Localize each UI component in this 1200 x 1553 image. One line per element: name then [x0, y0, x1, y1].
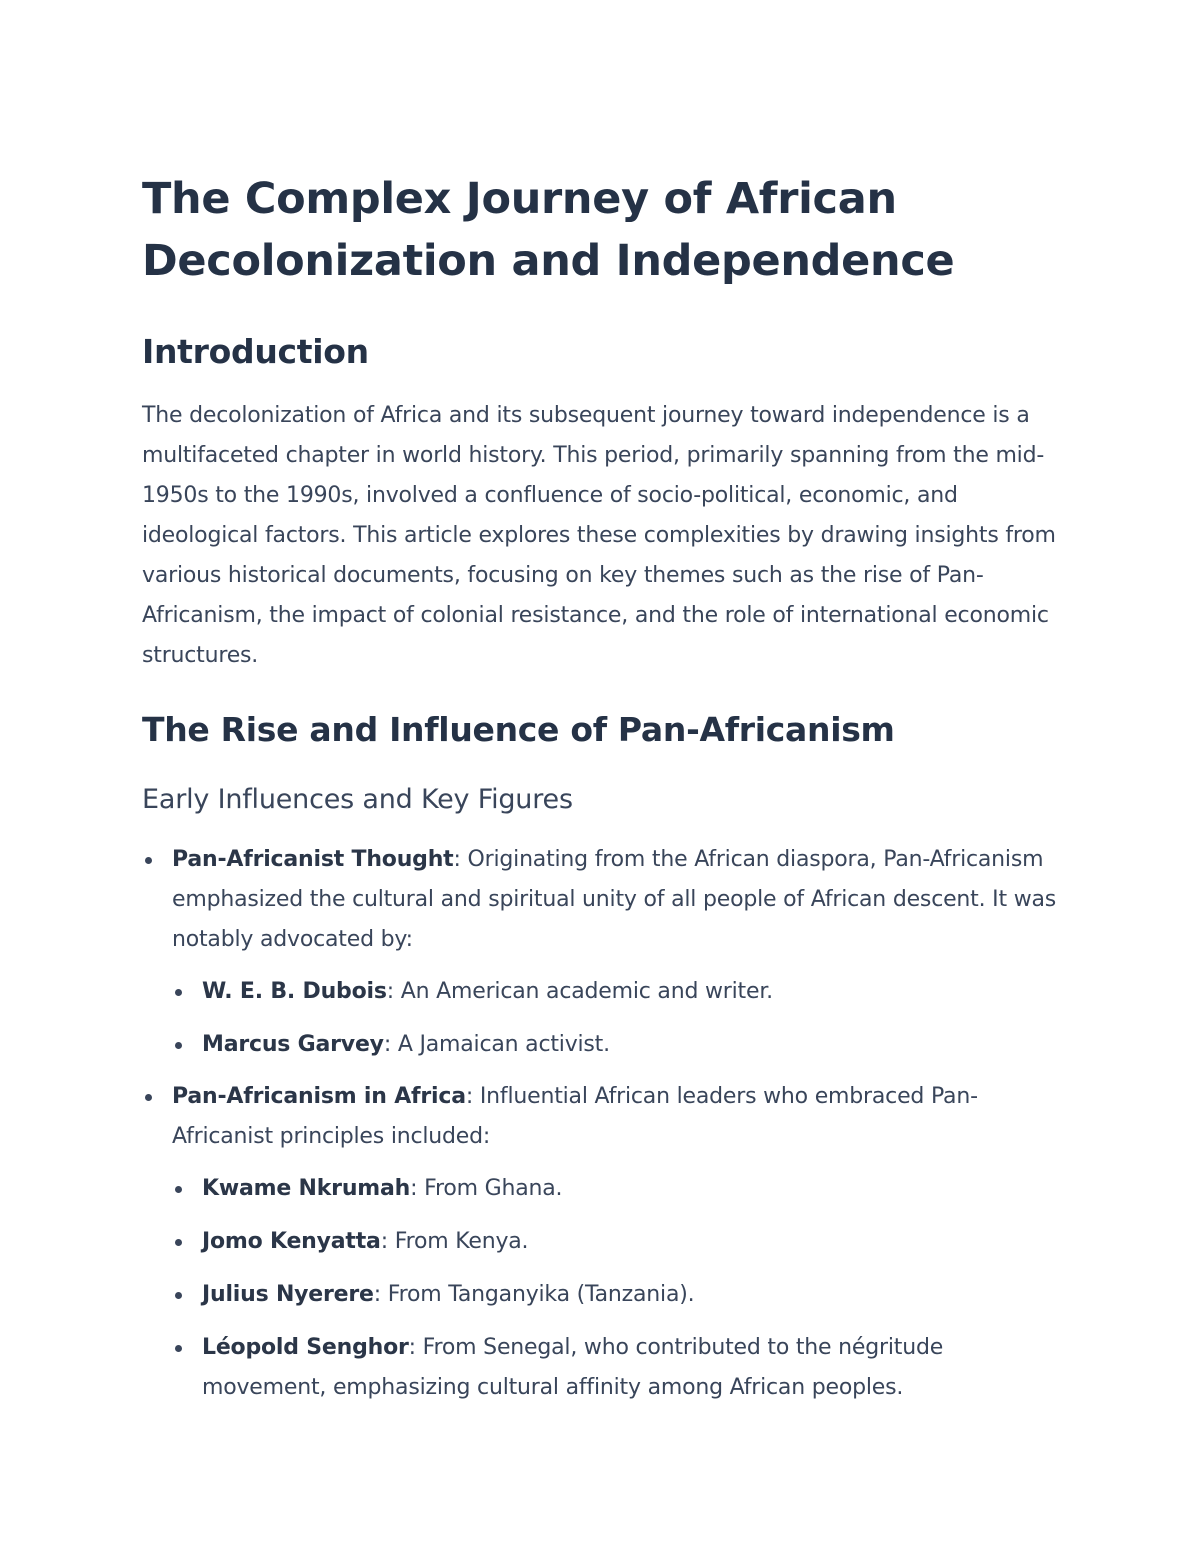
list-item-text: From Ghana. — [417, 1176, 563, 1201]
subsection-heading-early-influences: Early Influences and Key Figures — [142, 784, 573, 815]
document-title: The Complex Journey of African Decolonization and Independence — [142, 174, 955, 286]
list-item — [172, 1169, 1072, 1209]
list-item-separator: : — [465, 1084, 474, 1109]
list-item-text: Originating from the African diaspora, Pan-Africanism emphasized the cultural and spiritual unity of all people of African descent. It was notably advocated by: — [172, 847, 1057, 952]
list-item — [142, 1077, 1072, 1408]
bullet-list — [142, 840, 1072, 1408]
list-item-term: Léopold Senghor — [202, 1335, 409, 1360]
list-item — [172, 1025, 1072, 1065]
list-item-separator: : — [410, 1176, 418, 1201]
list-item-text: An American academic and writer. — [393, 979, 773, 1004]
bullet-dot-icon — [145, 857, 152, 864]
list-item — [142, 840, 1072, 1065]
nested-bullet-list — [172, 1169, 1072, 1408]
list-item-separator: : — [408, 1335, 416, 1360]
list-item-term: Pan-Africanism in Africa — [172, 1084, 466, 1109]
bullet-dot-icon — [175, 1239, 182, 1246]
list-item-term: Pan-Africanist Thought — [172, 847, 454, 872]
list-item-separator: : — [386, 979, 394, 1004]
list-item-text: From Kenya. — [387, 1229, 529, 1254]
list-item-term: W. E. B. Dubois — [202, 979, 387, 1004]
list-item-term: Kwame Nkrumah — [202, 1176, 411, 1201]
nested-bullet-list — [172, 972, 1072, 1065]
bullet-dot-icon — [175, 1292, 182, 1299]
list-item — [172, 1275, 1072, 1315]
list-item-text: A Jamaican activist. — [391, 1032, 610, 1057]
list-item-term: Julius Nyerere — [202, 1282, 374, 1307]
list-item-text: From Tanganyika (Tanzania). — [380, 1282, 695, 1307]
list-item-separator: : — [453, 847, 461, 872]
list-item-separator: : — [373, 1282, 381, 1307]
list-item — [172, 1222, 1072, 1262]
bullet-dot-icon — [175, 1186, 182, 1193]
section-heading-introduction: Introduction — [142, 332, 369, 371]
list-item — [172, 1328, 1072, 1408]
list-item-text: Influential African leaders who embraced Pan-Africanist principles included: — [172, 1084, 978, 1149]
list-item-text: From Senegal, who contributed to the négritude movement, emphasizing cultural affinity among African peoples. — [202, 1335, 944, 1400]
list-item-term: Marcus Garvey — [202, 1032, 384, 1057]
intro-paragraph: The decolonization of Africa and its subsequent journey toward independence is a multifaceted chapter in world history. This period, primarily spanning from the mid-1950s to the 1990s, involved a confluence of socio-political, economic, and ideological factors. This article explores these complexities by drawing insights from various historical documents, focusing on key themes such as the rise of Pan-Africanism, the impact of colonial resistance, and the role of international economic structures. — [142, 403, 1056, 668]
bullet-dot-icon — [175, 1042, 182, 1049]
list-item — [172, 972, 1072, 1012]
section-heading-pan-africanism: The Rise and Influence of Pan-Africanism — [142, 710, 895, 749]
document-page — [142, 168, 1072, 1420]
list-item-separator: : — [383, 1032, 392, 1057]
list-item-term: Jomo Kenyatta — [202, 1229, 381, 1254]
bullet-dot-icon — [145, 1094, 152, 1101]
bullet-dot-icon — [175, 989, 182, 996]
bullet-dot-icon — [175, 1345, 182, 1352]
list-item-separator: : — [380, 1229, 388, 1254]
